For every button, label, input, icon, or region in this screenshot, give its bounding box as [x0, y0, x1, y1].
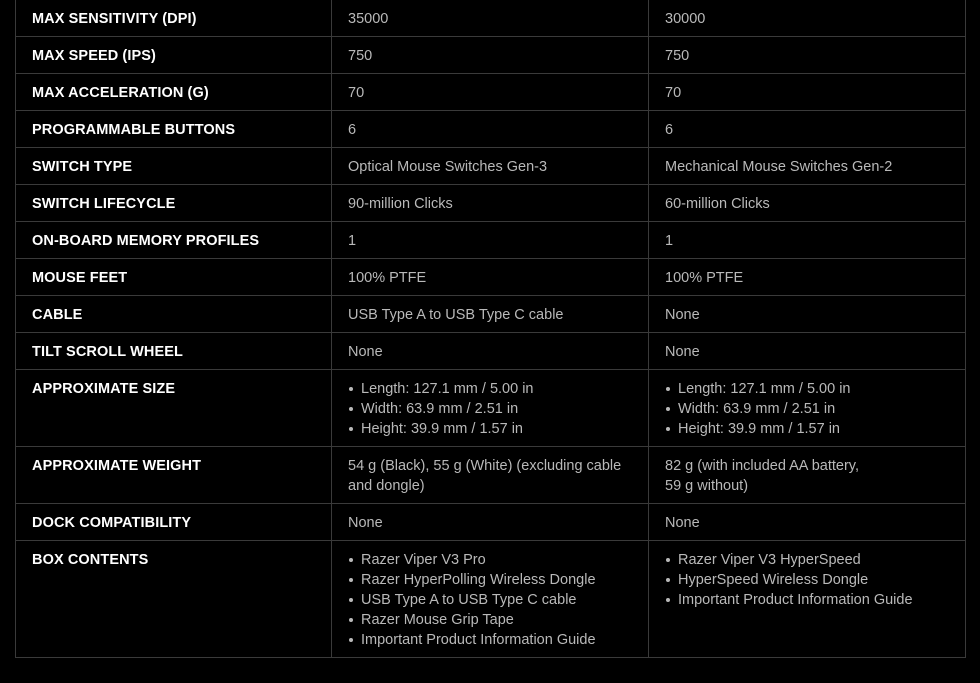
table-row — [16, 504, 966, 541]
table-row — [16, 222, 966, 259]
list-item: Height: 39.9 mm / 1.57 in — [361, 419, 632, 439]
spec-label: DOCK COMPATIBILITY — [16, 504, 332, 541]
list-item: Important Product Information Guide — [678, 590, 949, 610]
spec-label: MAX SPEED (IPS) — [16, 37, 332, 74]
spec-value-col1: 70 — [332, 74, 649, 111]
spec-value-col2: Mechanical Mouse Switches Gen-2 — [649, 148, 966, 185]
spec-label: SWITCH LIFECYCLE — [16, 185, 332, 222]
spec-label: SWITCH TYPE — [16, 148, 332, 185]
spec-value-col2: 60-million Clicks — [649, 185, 966, 222]
spec-value-col1: None — [332, 333, 649, 370]
list-item: Razer Viper V3 HyperSpeed — [678, 550, 949, 570]
spec-value-col1: 6 — [332, 111, 649, 148]
spec-list — [348, 550, 632, 650]
list-item: Height: 39.9 mm / 1.57 in — [678, 419, 949, 439]
spec-value-col1: USB Type A to USB Type C cable — [332, 296, 649, 333]
list-item: USB Type A to USB Type C cable — [361, 590, 632, 610]
spec-value-col2: None — [649, 333, 966, 370]
spec-label: BOX CONTENTS — [16, 541, 332, 658]
spec-value-col2 — [649, 447, 966, 504]
spec-comparison-table — [15, 0, 966, 658]
spec-value-line: 82 g (with included AA battery, — [665, 458, 859, 474]
list-item: HyperSpeed Wireless Dongle — [678, 570, 949, 590]
list-item: Razer HyperPolling Wireless Dongle — [361, 570, 632, 590]
spec-label: MAX SENSITIVITY (DPI) — [16, 0, 332, 37]
table-row — [16, 333, 966, 370]
spec-value-col2: 70 — [649, 74, 966, 111]
spec-value-col2: 1 — [649, 222, 966, 259]
spec-list — [665, 550, 949, 610]
table-row — [16, 185, 966, 222]
table-row — [16, 259, 966, 296]
list-item: Length: 127.1 mm / 5.00 in — [361, 379, 632, 399]
spec-value-col2: 6 — [649, 111, 966, 148]
spec-value-line: 59 g without) — [665, 478, 749, 494]
spec-value-col1 — [332, 370, 649, 447]
table-row — [16, 541, 966, 658]
list-item: Razer Mouse Grip Tape — [361, 610, 632, 630]
spec-label: APPROXIMATE SIZE — [16, 370, 332, 447]
table-row — [16, 296, 966, 333]
list-item: Width: 63.9 mm / 2.51 in — [678, 399, 949, 419]
spec-value-col2: None — [649, 504, 966, 541]
spec-value-col1: 90-million Clicks — [332, 185, 649, 222]
spec-value-col1: 54 g (Black), 55 g (White) (excluding cable and dongle) — [332, 447, 649, 504]
spec-label: TILT SCROLL WHEEL — [16, 333, 332, 370]
spec-label: ON-BOARD MEMORY PROFILES — [16, 222, 332, 259]
list-item: Important Product Information Guide — [361, 630, 632, 650]
spec-value-col2: 750 — [649, 37, 966, 74]
spec-value-col2: 30000 — [649, 0, 966, 37]
spec-value-col1: None — [332, 504, 649, 541]
table-row — [16, 111, 966, 148]
spec-value-col2 — [649, 370, 966, 447]
spec-value-col1: 750 — [332, 37, 649, 74]
spec-label: MAX ACCELERATION (G) — [16, 74, 332, 111]
spec-value-col1 — [332, 541, 649, 658]
spec-value-col2: None — [649, 296, 966, 333]
list-item: Razer Viper V3 Pro — [361, 550, 632, 570]
spec-label: PROGRAMMABLE BUTTONS — [16, 111, 332, 148]
table-row — [16, 148, 966, 185]
spec-list — [665, 379, 949, 439]
spec-value-col1: 100% PTFE — [332, 259, 649, 296]
spec-value-col2: 100% PTFE — [649, 259, 966, 296]
table-row — [16, 370, 966, 447]
spec-value-col1: 1 — [332, 222, 649, 259]
spec-label: MOUSE FEET — [16, 259, 332, 296]
spec-value-col2 — [649, 541, 966, 658]
spec-label: CABLE — [16, 296, 332, 333]
list-item: Length: 127.1 mm / 5.00 in — [678, 379, 949, 399]
spec-value-col1: Optical Mouse Switches Gen-3 — [332, 148, 649, 185]
table-row — [16, 0, 966, 37]
table-row — [16, 447, 966, 504]
spec-label: APPROXIMATE WEIGHT — [16, 447, 332, 504]
list-item: Width: 63.9 mm / 2.51 in — [361, 399, 632, 419]
spec-value-col1: 35000 — [332, 0, 649, 37]
table-row — [16, 74, 966, 111]
table-row — [16, 37, 966, 74]
spec-list — [348, 379, 632, 439]
